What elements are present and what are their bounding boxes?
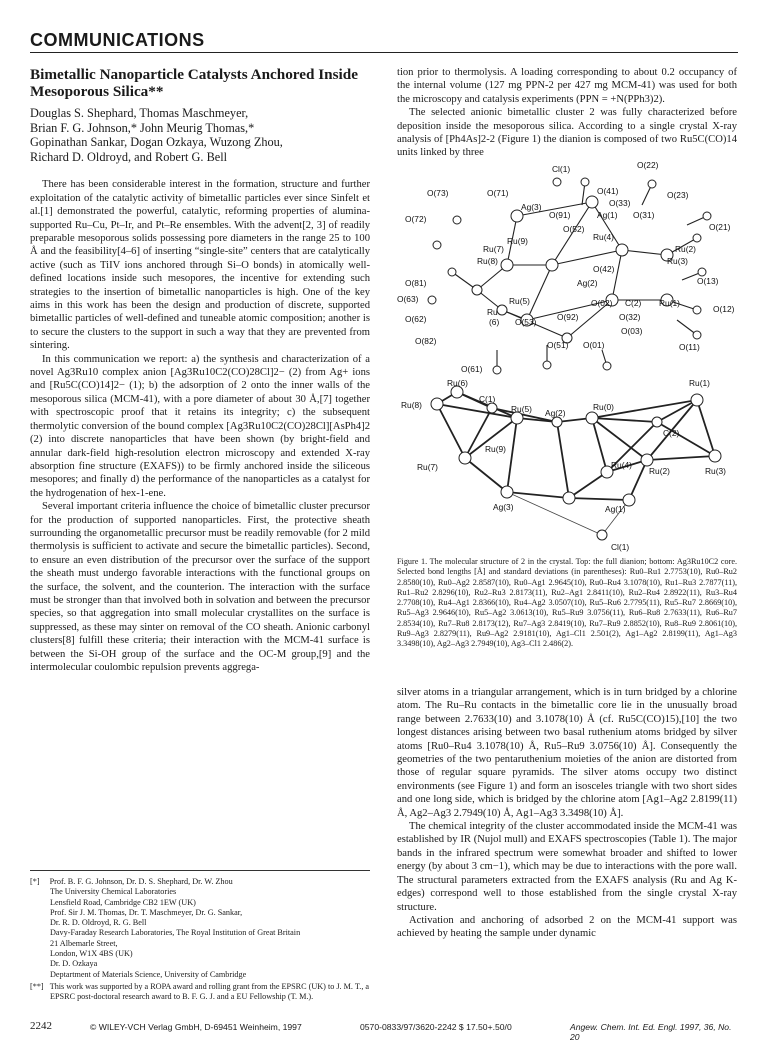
atom-label: O(51) xyxy=(547,340,569,350)
body-paragraph: In this communication we report: a) the synthesis and characterization of a novel Ag3Ru10 complex anion [Ag3Ru10C2(CO)28Cl]2− (2) from Ag+ ions and [Ru5C(CO)14]2− (1); b) the adsorption of 2 onto the inner walls of the mesoporous silica (MCM-41), with a pore diameter of about 30 Å,[7] together with spectroscopic proof that it retains its integrity; c) the subsequent thermolytic conversion of the bound complex [Ag3Ru10C2(CO)28Cl][AsPh4]2 (2) into discrete nanoparticles that have been shown (by bright-field and annular dark-field high-resolution electron microscopy and extended X-ray absorption fine structure (EXAFS)) to be firmly anchored inside the siliceous mesopores; and finally d) the performance of the nanoparticles as a catalyst for the hydrogenation of hex-1-ene. xyxy=(30,353,370,499)
atom-label: O(81) xyxy=(405,278,427,288)
atom-label: O(13) xyxy=(697,276,719,286)
right-column-top xyxy=(397,66,737,160)
page-number: 2242 xyxy=(30,1020,52,1032)
atom-label: Ru(1) xyxy=(659,298,680,308)
footnote-mark: [**] xyxy=(30,981,44,991)
molecule-drawing xyxy=(397,160,737,552)
footnote-line: 21 Albemarle Street, xyxy=(50,938,118,948)
atom-label: O(22) xyxy=(637,160,659,170)
atom-label: Ru(9) xyxy=(507,236,528,246)
footnote-line: London, W1X 4BS (UK) xyxy=(50,949,133,959)
atom-label: Cl(1) xyxy=(611,542,630,552)
atom-label: Ru(7) xyxy=(417,462,438,472)
core-structure-bonds xyxy=(437,392,715,500)
atom-label: O(03) xyxy=(621,326,643,336)
atom-label: O(31) xyxy=(633,210,655,220)
atom-label: O(62) xyxy=(405,314,427,324)
atom-label: Ru(7) xyxy=(483,244,504,254)
atom-label: O(71) xyxy=(487,188,509,198)
author-line: Brian F. G. Johnson,* John Meurig Thomas,* xyxy=(30,120,255,135)
atom-label: O(21) xyxy=(709,222,731,232)
footnote-line: Prof. B. F. G. Johnson, Dr. D. S. Shephard, Dr. W. Zhou xyxy=(49,877,233,886)
atom-label: Ru(4) xyxy=(593,232,614,242)
atom-label: O(53) xyxy=(515,317,537,327)
atom-label: Ru(6) xyxy=(447,378,468,388)
atom-label: O(01) xyxy=(583,340,605,350)
body-paragraph: Several important criteria influence the choice of bimetallic cluster precursor for the production of supported nanoparticles. First, the protective sheath surrounding the organometallic precursor must be readily removable (for 2 mild thermolysis is sufficient to activate and secure the bimetallic particles). Second, to ensure an even distribution of the precursor over the surface of the support the sheath must undergo favorable interactions with the functional groups on the surface, the solvent, and the counterion. The interaction with the surface must be stronger than that involved both in solvation and between the precursor species, so that aggregation into small molecular crystallites on the surface is suppressed, as these may sinter on removal of the CO sheath. Anionic carbonyl clusters[8] fulfill these criteria; their interaction with the MCM-41 surface is between the Si-OH group of the surface and the OC-M group,[9] and the intermolecular coulombic repulsion prevents aggrega- xyxy=(30,501,370,673)
top-structure-atoms xyxy=(428,178,711,374)
atom-label: O(73) xyxy=(427,188,449,198)
atom-label: O(41) xyxy=(597,186,619,196)
atom-label: Ru(8) xyxy=(477,256,498,266)
atom-label: O(11) xyxy=(679,342,700,352)
atom-label: C(2) xyxy=(663,428,680,438)
footnote-line: Dr. D. Ozkaya xyxy=(50,959,98,969)
figure-1-molecular-structure xyxy=(397,160,737,552)
figure-caption: Figure 1. The molecular structure of 2 in the crystal. Top: the full dianion; bottom: Ag3Ru10C2 core. Selected bond lengths [Å] and standard deviations (in parentheses): Ru0–Ru1 2.7753(10), Ru0–Ru2 2.8580(10), Ru0–Ag2 2.8587(10), Ru0–Ag1 2.9645(10), Ru0–Ru4 3.1078(10), Ru1–Ru3 2.7877(11), Ru1–Ru2 2.8296(10), Ru2–Ru3 2.8173(11), Ru2–Ag1 2.8411(10), Ru2–Ru4 2.8922(11), Ru3–Ru4 2.7708(10), Ru4–Ag1 2.8366(10), Ru4–Ag2 3.0507(10), Ru5–Ru6 2.7795(11), Ru5–Ru7 2.8669(10), Ru5–Ag3 2.9646(10), Ru5–Ag2 3.0613(10), Ru5–Ru9 3.0756(11), Ru6–Ru8 2.7633(11), Ru6–Ru7 2.8534(10), Ru7–Ru8 2.8173(12), Ru7–Ag3 2.8419(10), Ru7–Ru9 2.8852(10), Ru8–Ru9 2.8061(10), Ru9–Ag3 2.8279(11), Ru9–Ag2 2.9181(10), Ag1–Cl1 2.501(2), Ag1–Ag2 2.8199(11), Ag1–Ag3 3.3498(10), Ag2–Ag3 2.7949(10), Ag3–Cl1 2.486(2). xyxy=(397,557,737,649)
atom-label: O(52) xyxy=(563,224,585,234)
atom-label: Ru(4) xyxy=(611,460,632,470)
footnote-mark: [*] xyxy=(30,877,40,886)
atom-label: O(33) xyxy=(609,198,631,208)
atom-label: O(42) xyxy=(593,264,615,274)
atom-label: Ag(1) xyxy=(605,504,626,514)
article-title: Bimetallic Nanoparticle Catalysts Anchored Inside Mesoporous Silica** xyxy=(30,66,358,100)
body-paragraph: The chemical integrity of the cluster accommodated inside the MCM-41 was established by IR (Nujol mull) and EXAFS spectroscopies (Table 1). The major bands in the infrared spectrum were somewhat broader and shifted to lower energy (by about 3 cm−1), which may be due to interactions with the pore wall. The structural parameters extracted from the EXAFS analysis (Ru and Ag K-edges) correspond well to those established from the single crystal X-ray structure. xyxy=(397,821,737,913)
atom-label: Ru(0) xyxy=(593,402,614,412)
atom-label: Ag(2) xyxy=(545,408,566,418)
atom-label: Ru(3) xyxy=(705,466,726,476)
atom-label: Ru(2) xyxy=(675,244,696,254)
atom-label: O(61) xyxy=(461,364,483,374)
footnote-affiliations xyxy=(30,877,370,980)
footnotes xyxy=(30,870,370,1005)
atom-label: O(32) xyxy=(619,312,641,322)
atom-label: Ru xyxy=(487,307,498,317)
atom-label: Ru(5) xyxy=(509,296,530,306)
atom-label: Ru(5) xyxy=(511,404,532,414)
atom-label: O(23) xyxy=(667,190,689,200)
atom-label: Ru(1) xyxy=(689,378,710,388)
left-column xyxy=(30,66,370,674)
atom-label: O(92) xyxy=(557,312,579,322)
footnote-line: The University Chemical Laboratories xyxy=(50,887,177,897)
right-column-bottom xyxy=(397,686,737,941)
atom-label: O(02) xyxy=(591,298,613,308)
atom-label: Ru(9) xyxy=(485,444,506,454)
atom-label: Ru(3) xyxy=(667,256,688,266)
page-header xyxy=(30,28,738,53)
footnote-line: This work was supported by a ROPA award and rolling grant from the EPSRC (UK) to J. M. T., a EPSRC post-doctoral research award to B. F. G. J. and a EU Fellowship (T. M.). xyxy=(49,981,370,1002)
atom-label: Ru(8) xyxy=(401,400,422,410)
footnote-line: Prof. Sir J. M. Thomas, Dr. T. Maschmeyer, Dr. G. Sankar, xyxy=(50,907,243,917)
body-paragraph: The selected anionic bimetallic cluster 2 was fully characterized before deposition inside the mesoporous silica. According to a single crystal X-ray analysis of [Ph4As]2-2 (Figure 1) the dianion is composed of two Ru5C(CO)14 units linked by three xyxy=(397,107,737,159)
atom-label: O(72) xyxy=(405,214,427,224)
atom-label: (6) xyxy=(489,317,500,327)
atom-label: O(82) xyxy=(415,336,437,346)
atom-label: Ag(3) xyxy=(493,502,514,512)
page-footer xyxy=(30,1020,738,1042)
atom-label: C(2) xyxy=(625,298,642,308)
author-list xyxy=(30,106,370,164)
top-structure-labels xyxy=(397,160,735,374)
author-line: Richard D. Oldroyd, and Robert G. Bell xyxy=(30,149,228,164)
atom-label: Ag(2) xyxy=(577,278,598,288)
footnote-line: Deptartment of Materials Science, University of Cambridge xyxy=(50,969,247,979)
atom-label: O(63) xyxy=(397,294,419,304)
footnote-line: Lensfield Road, Cambridge CB2 1EW (UK) xyxy=(50,897,196,907)
core-structure-atoms xyxy=(431,386,721,540)
atom-label: O(91) xyxy=(549,210,571,220)
atom-label: Ag(3) xyxy=(521,202,542,212)
atom-label: O(12) xyxy=(713,304,735,314)
footnote-line: Davy-Faraday Research Laboratories, The Royal Institution of Great Britain xyxy=(50,928,301,938)
body-paragraph: Activation and anchoring of adsorbed 2 on the MCM-41 support was achieved by heating the sample under dynamic xyxy=(397,914,737,940)
footnote-acknowledgement xyxy=(30,982,370,1003)
author-line: Douglas S. Shephard, Thomas Maschmeyer, xyxy=(30,106,249,120)
atom-label: Ag(1) xyxy=(597,210,618,220)
atom-label: Cl(1) xyxy=(552,164,571,174)
footnote-line: Dr. R. D. Oldroyd, R. G. Bell xyxy=(50,918,147,928)
body-paragraph: silver atoms in a triangular arrangement, which is in turn bridged by a chlorine atom. The Ru–Ru contacts in the bimetallic core lie in the unusually broad range between 2.7633(10) and 3.1078(10) Å (cf. Ru5C(CO)15),[10] the two longest distances arising between two basal ruthenium atoms bridged by silver atoms [Ru0–Ru4 3.1078(10) Å, Ru5–Ru9 3.0756(10) Å]. Consequently the geometries of the two pentaruthenium moieties of the anion are distorted from those of regular square pyramids. The silver atoms occupy two distinct environments (see Figure 1) and form an isosceles triangle with two short sides and one long side, which is bridged by the chlorine atom [Ag1–Ag2 2.8199(11) Å, Ag2–Ag3 2.7949(10) Å, Ag1–Ag3 3.3498(10) Å]. xyxy=(397,687,737,819)
publisher-line: © WILEY-VCH Verlag GmbH, D-69451 Weinheim, 1997 xyxy=(90,1022,302,1032)
top-structure-bonds xyxy=(452,182,707,370)
atom-label: C(1) xyxy=(479,394,496,404)
author-line: Gopinathan Sankar, Dogan Ozkaya, Wuzong Zhou, xyxy=(30,135,283,150)
journal-citation: Angew. Chem. Int. Ed. Engl. 1997, 36, No. 20 xyxy=(570,1022,732,1042)
article-code: 0570-0833/97/3620-2242 $ 17.50+.50/0 xyxy=(360,1022,512,1032)
atom-label: Ru(2) xyxy=(649,466,670,476)
body-paragraph: tion prior to thermolysis. A loading corresponding to about 0.2 occupancy of the internal volume (127 mg PPN-2 per 427 mg MCM-41) was used for both the microscopy and catalysis experiments (PPN = +N(PPh3)2). xyxy=(397,67,737,105)
section-title: COMMUNICATIONS xyxy=(30,30,211,51)
body-paragraph: There has been considerable interest in the formation, structure and further exploitation of the catalytic activity of bimetallic particles ever since Sinfelt et al.[1] demonstrated the powerful, catalytic, reforming properties of alumina-supported Ru–Cu, Pt–Ir, and Pt–Re ensembles. With the advent[2, 3] of readily preparable mesoporous solids possessing pore diameters in the range 25 to 100 Å and the feasibility[4–6] of inserting “single-site” centers that are catalytically active (such as TiIV ions anchored through Si–O bonds) in atomically well-defined locations inside such mesopores, the incentive for extending such strategies to the insertion of bimetallic nanoparticles is high. One of the key aims in this work has been the design and production of discrete, supported bimetallic particles of well-defined and tuneable atomic composition; another is to secure the clusters to the support in such a way that they are prevented from sintering. xyxy=(30,179,370,352)
